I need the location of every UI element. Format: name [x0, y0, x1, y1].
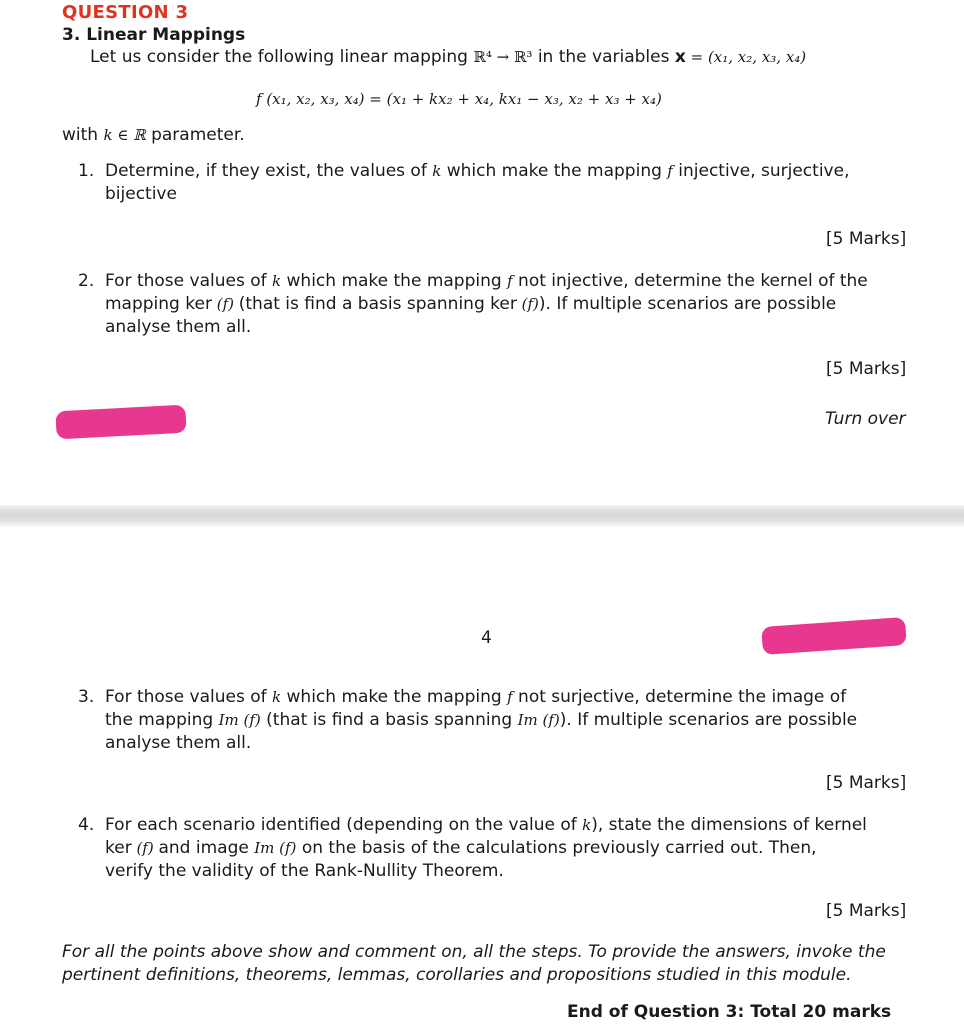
- intro-text: Let us consider the following linear mapping: [90, 47, 474, 67]
- item-4-text-end: ), state the dimensions of kernel: [591, 815, 867, 835]
- item-4-line-1: [105, 814, 867, 837]
- item-2-text: For those values of: [105, 271, 273, 291]
- item-2-text-end: not injective, determine the kernel of the: [512, 271, 868, 291]
- item-2-number: 2.: [78, 271, 95, 291]
- parameter-math: k ∈ ℝ: [103, 126, 146, 144]
- item-3-line-3: analyse them all.: [105, 733, 252, 753]
- item-3-marks: [5 Marks]: [826, 773, 907, 793]
- item-3-line-2: [105, 709, 857, 732]
- item-4-line-2: [105, 837, 817, 860]
- item-4-text-2b: and image: [158, 838, 255, 858]
- variables-tuple: = (x₁, x₂, x₃, x₄): [685, 48, 807, 66]
- item-3-text-2c: ). If multiple scenarios are possible: [559, 710, 858, 730]
- page-divider: [0, 505, 964, 527]
- end-of-question: End of Question 3: Total 20 marks: [567, 1002, 892, 1022]
- parameter-text-end: parameter.: [145, 125, 245, 145]
- item-2-line-2: [105, 293, 836, 316]
- kernel-math: (f): [131, 839, 159, 857]
- item-3-number: 3.: [78, 687, 95, 707]
- item-4-line-3: verify the validity of the Rank-Nullity Theorem.: [105, 861, 504, 881]
- item-3-text-2a: the mapping: [105, 710, 219, 730]
- item-1-text-end: injective, surjective,: [672, 161, 850, 181]
- k-symbol: k: [272, 272, 282, 290]
- variable-x: x: [674, 47, 686, 67]
- item-2-text-2a: mapping ker: [105, 294, 212, 314]
- item-3-text-mid: which make the mapping: [281, 687, 508, 707]
- parameter-line: [62, 124, 245, 147]
- item-3-line-1: [105, 686, 846, 709]
- item-4-marks: [5 Marks]: [826, 901, 907, 921]
- item-1-text: Determine, if they exist, the values of: [105, 161, 433, 181]
- kernel-math: (f): [211, 295, 239, 313]
- item-1-marks: [5 Marks]: [826, 229, 907, 249]
- image-math-2: Im (f): [517, 711, 560, 729]
- image-math: Im (f): [254, 839, 297, 857]
- image-math: Im (f): [218, 711, 261, 729]
- item-4-text: For each scenario identified (depending on the value of: [105, 815, 583, 835]
- item-3-text-end: not surjective, determine the image of: [512, 687, 847, 707]
- mapping-equation: f (x₁, x₂, x₃, x₄) = (x₁ + kx₂ + x₄, kx₁ − x₃, x₂ + x₃ + x₄): [256, 90, 662, 108]
- instructions-note-line-1: For all the points above show and comment on, all the steps. To provide the answers, invoke the: [62, 942, 886, 962]
- item-2-text-2b: (that is find a basis spanning ker: [238, 294, 517, 314]
- item-4-number: 4.: [78, 815, 95, 835]
- item-3-text: For those values of: [105, 687, 273, 707]
- intro-text-mid: in the variables: [532, 47, 675, 67]
- parameter-text: with: [62, 125, 104, 145]
- k-symbol: k: [432, 162, 442, 180]
- k-symbol: k: [272, 688, 282, 706]
- section-title: 3. Linear Mappings: [62, 25, 246, 45]
- k-symbol: k: [582, 816, 592, 834]
- kernel-math-2: (f): [516, 295, 539, 313]
- item-3-text-2b: (that is find a basis spanning: [260, 710, 518, 730]
- item-1-number: 1.: [78, 161, 95, 181]
- intro-line: [90, 46, 806, 69]
- item-1-line-1: [105, 160, 849, 183]
- redaction-mark: [55, 405, 186, 440]
- redaction-mark-2: [761, 617, 907, 655]
- f-symbol: f: [507, 688, 513, 706]
- f-symbol: f: [507, 272, 513, 290]
- item-2-line-3: analyse them all.: [105, 317, 252, 337]
- page-number: 4: [481, 628, 492, 648]
- item-2-line-1: [105, 270, 868, 293]
- item-4-text-2c: on the basis of the calculations previously carried out. Then,: [296, 838, 817, 858]
- item-2-marks: [5 Marks]: [826, 359, 907, 379]
- item-1-text-mid: which make the mapping: [441, 161, 668, 181]
- item-1-line-2: bijective: [105, 184, 177, 204]
- question-label: QUESTION 3: [62, 2, 189, 23]
- item-2-text-mid: which make the mapping: [281, 271, 508, 291]
- turn-over-text: Turn over: [825, 409, 906, 429]
- item-4-text-2a: ker: [105, 838, 132, 858]
- mapping-expression: ℝ⁴ → ℝ³: [473, 48, 533, 66]
- instructions-note-line-2: pertinent definitions, theorems, lemmas, corollaries and propositions studied in this module.: [62, 965, 852, 985]
- f-symbol: f: [667, 162, 673, 180]
- item-2-text-2c: ). If multiple scenarios are possible: [538, 294, 837, 314]
